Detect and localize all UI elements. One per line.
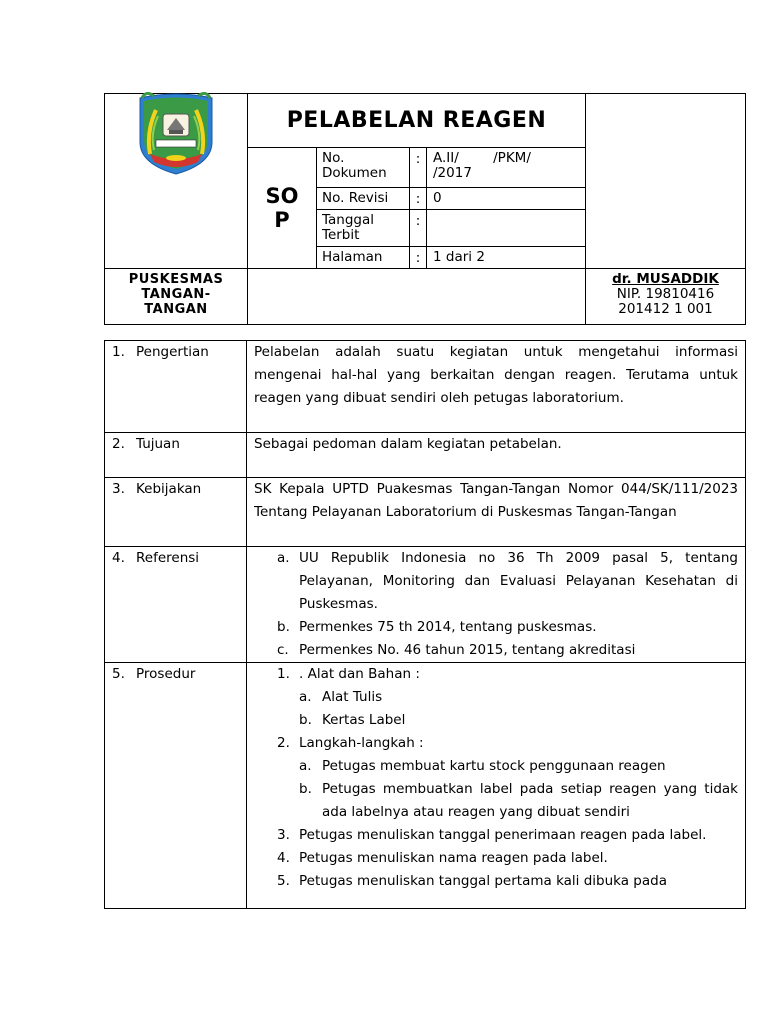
section-label: Kebijakan (134, 478, 247, 547)
blank-footer-cell (248, 269, 586, 325)
procedure-step: 2. Langkah-langkah : (277, 735, 424, 751)
blank-sign-cell (586, 94, 746, 269)
section-label: Tujuan (134, 433, 247, 478)
section-row (105, 663, 746, 909)
section-number: 2. (105, 433, 135, 478)
nip-line-2: 201412 1 001 (618, 301, 713, 317)
procedure-substep: b. Petugas membuatkan label pada setiap reagen yang tidak ada labelnya atau reagen yang dibuat sendiri (299, 781, 738, 820)
sop-content-table (104, 340, 746, 909)
doc-number-line-1: A.II/ /PKM/ (433, 150, 531, 166)
reference-item: c. Permenkes No. 46 tahun 2015, tentang akreditasi (277, 642, 636, 658)
nip-line-1: NIP. 19810416 (616, 286, 715, 302)
definition-text: Pelabelan adalah suatu kegiatan untuk mengetahui informasi mengenai hal-hal yang berkaitan dengan reagen. Terutama untuk reagen yang dibuat sendiri oleh petugas laboratorium. (254, 344, 738, 406)
puskesmas-line-1: PUSKESMAS (128, 272, 224, 287)
puskesmas-line-2: TANGAN- (141, 287, 211, 302)
section-row (105, 433, 746, 478)
procedure-substep: a. Petugas membuat kartu stock penggunaan reagen (299, 758, 666, 774)
section-row (105, 341, 746, 433)
sop-line-2: P (274, 208, 290, 232)
section-text (247, 433, 746, 478)
section-number: 4. (105, 547, 135, 663)
signatory (586, 269, 746, 325)
puskesmas-line-3: TANGAN (144, 302, 208, 317)
page-label: Halaman (317, 247, 410, 269)
sop-header-table (104, 93, 746, 325)
colon: : (410, 188, 427, 210)
procedure-step: 3. Petugas menuliskan tanggal penerimaan reagen pada label. (277, 827, 707, 843)
doc-number-line-2: /2017 (433, 165, 472, 181)
section-row (105, 547, 746, 663)
doc-number-label: No. Dokumen (317, 148, 410, 188)
section-text (247, 478, 746, 547)
procedure-step: 5. Petugas menuliskan tanggal pertama kali dibuka pada (277, 873, 667, 889)
section-text (247, 663, 746, 909)
section-label: Prosedur (134, 663, 247, 909)
purpose-text: Sebagai pedoman dalam kegiatan petabelan. (254, 436, 562, 452)
section-number: 5. (105, 663, 135, 909)
regency-emblem-icon (136, 92, 216, 176)
procedure-substep: a. Alat Tulis (299, 689, 383, 705)
colon: : (410, 210, 427, 247)
sop-label (248, 148, 317, 269)
section-text (247, 547, 746, 663)
procedure-substep: b. Kertas Label (299, 712, 406, 728)
procedure-step: 4. Petugas menuliskan nama reagen pada label. (277, 850, 608, 866)
reference-item: b. Permenkes 75 th 2014, tentang puskesmas. (277, 619, 597, 635)
procedure-step: 1. . Alat dan Bahan : (277, 666, 420, 682)
issued-date-value (427, 210, 586, 247)
issued-date-label: Tanggal Terbit (317, 210, 410, 247)
sop-line-1: SO (265, 184, 299, 208)
revision-label: No. Revisi (317, 188, 410, 210)
reference-item: a. UU Republik Indonesia no 36 Th 2009 pasal 5, tentang Pelayanan, Monitoring dan Evaluasi Pelayanan Kesehatan di Puskesmas. (277, 550, 738, 612)
section-number: 3. (105, 478, 135, 547)
logo-cell (105, 94, 248, 269)
section-label: Referensi (134, 547, 247, 663)
section-label: Pengertian (134, 341, 247, 433)
colon: : (410, 148, 427, 188)
colon: : (410, 247, 427, 269)
revision-value: 0 (427, 188, 586, 210)
puskesmas-name (105, 269, 248, 325)
page-value: 1 dari 2 (427, 247, 586, 269)
section-row (105, 478, 746, 547)
policy-text: SK Kepala UPTD Puakesmas Tangan-Tangan Nomor 044/SK/111/2023 Tentang Pelayanan Laboratorium di Puskesmas Tangan-Tangan (254, 481, 738, 520)
section-text (247, 341, 746, 433)
doctor-name: dr. MUSADDIK (612, 271, 719, 287)
section-number: 1. (105, 341, 135, 433)
doc-number-value (427, 148, 586, 188)
document-title: PELABELAN REAGEN (248, 94, 586, 148)
